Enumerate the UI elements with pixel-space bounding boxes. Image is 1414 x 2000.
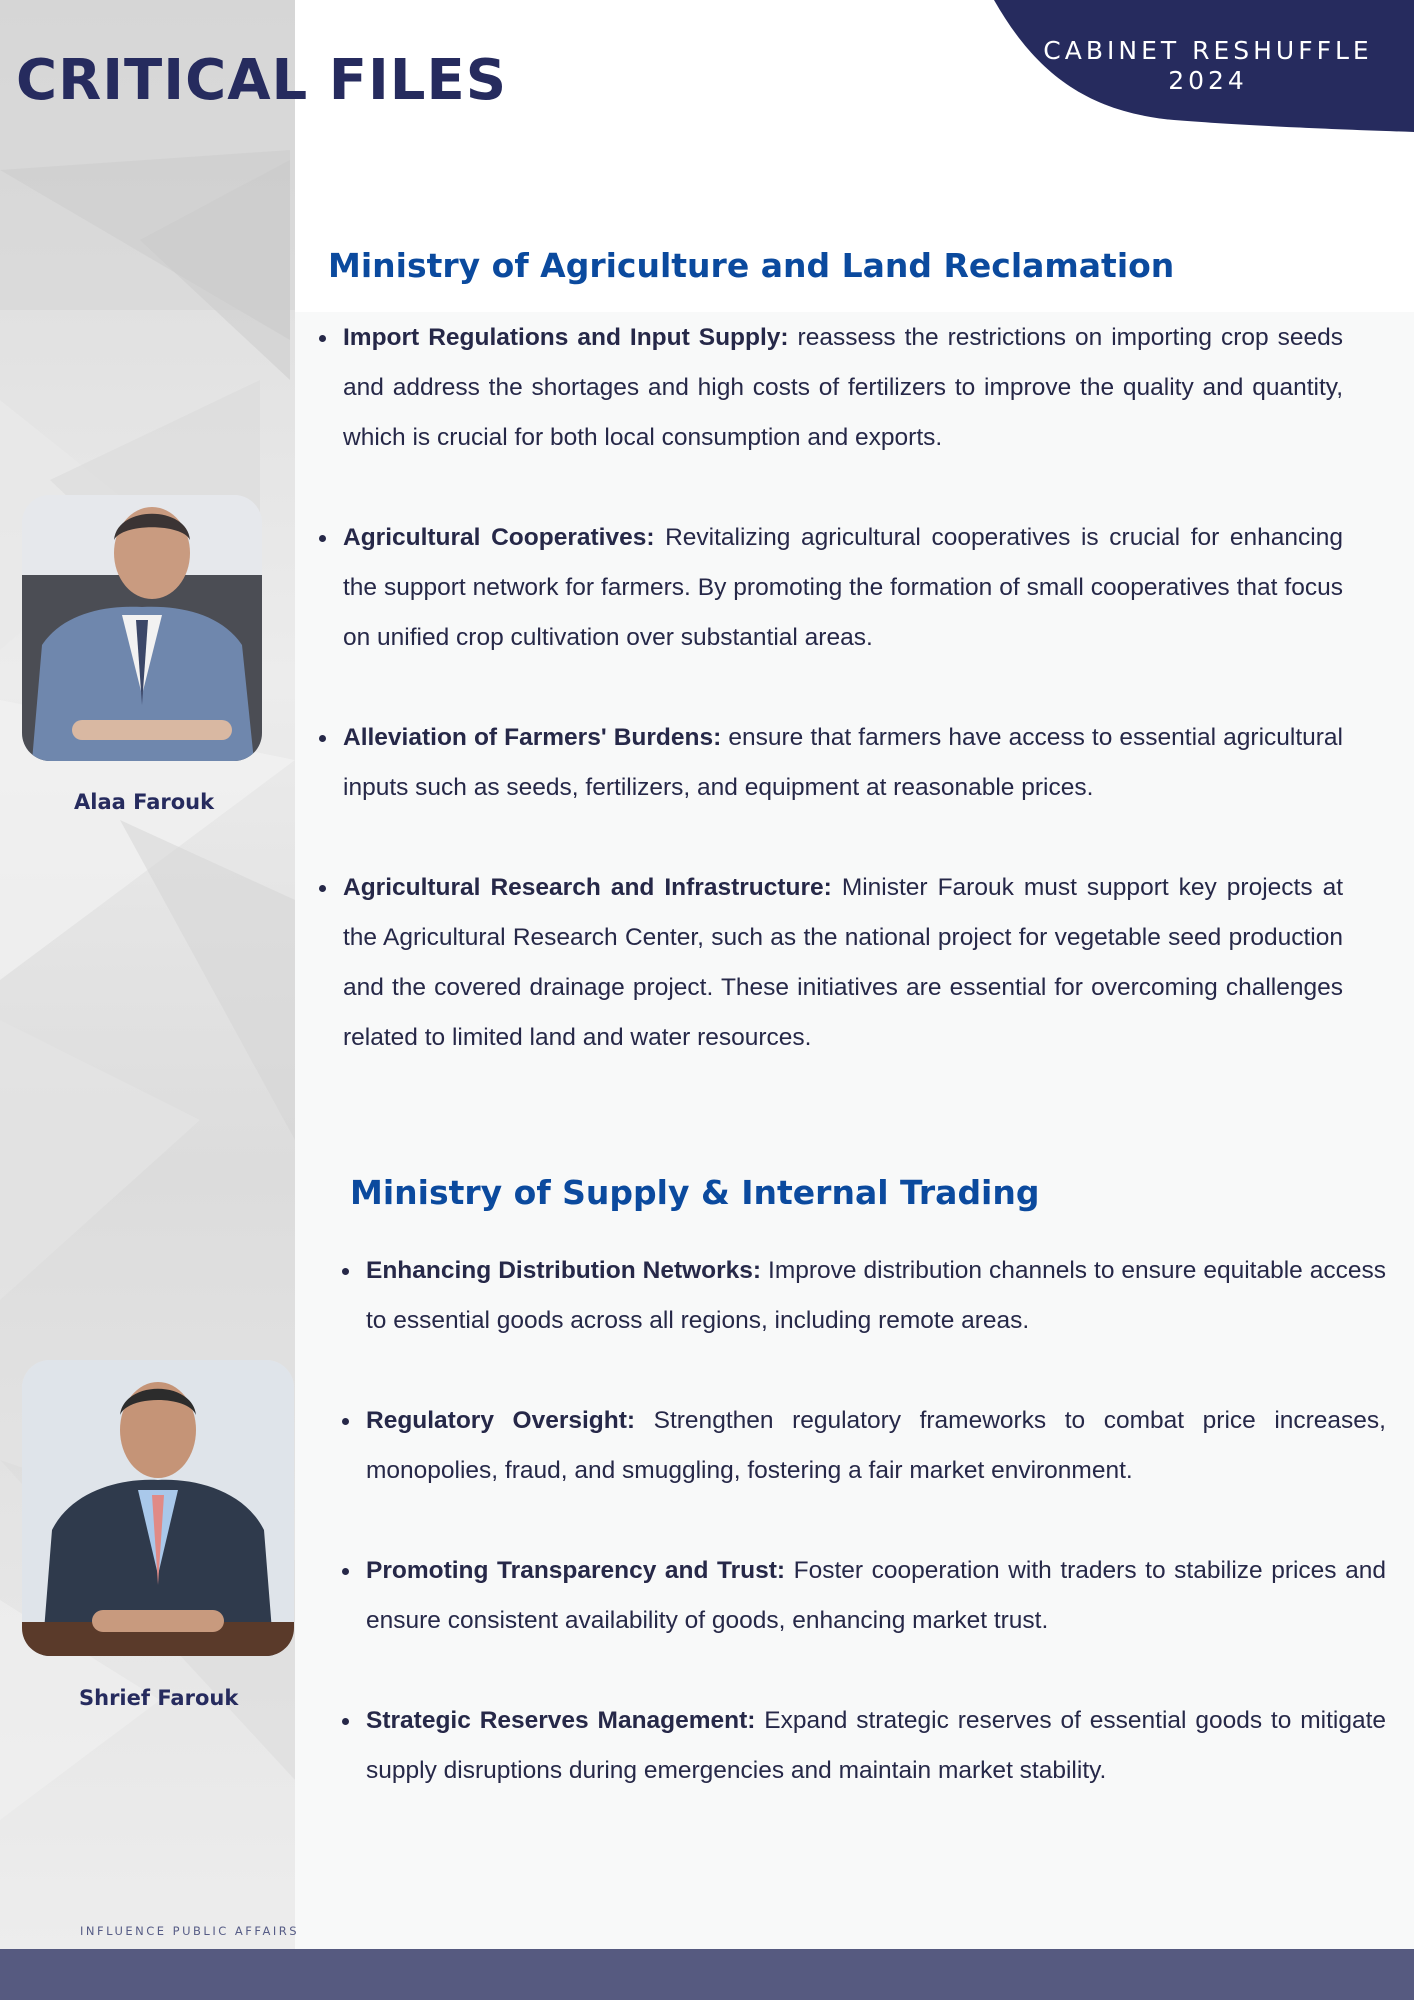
person-photo-icon bbox=[22, 1360, 294, 1656]
document-title: CRITICAL FILES bbox=[16, 48, 508, 113]
item-text: ensure that farmers have access to essential agricultural inputs such as seeds, fertilizers, and equipment at reasonable prices. bbox=[343, 724, 1343, 801]
left-geometric-panel bbox=[0, 0, 295, 1950]
supply-priorities-list bbox=[366, 1246, 1386, 1846]
section-heading-agriculture: Ministry of Agriculture and Land Reclamation bbox=[328, 246, 1175, 285]
item-title: Enhancing Distribution Networks: bbox=[366, 1257, 762, 1284]
portrait-alaa-farouk bbox=[22, 495, 262, 761]
section-heading-supply: Ministry of Supply & Internal Trading bbox=[350, 1173, 1040, 1212]
minister-name-alaa-farouk: Alaa Farouk bbox=[74, 790, 215, 814]
corner-badge-text bbox=[1028, 36, 1388, 96]
item-text: Foster cooperation with traders to stabilize prices and ensure consistent availability of goods, enhancing market trust. bbox=[366, 1557, 1386, 1634]
item-text: Expand strategic reserves of essential goods to mitigate supply disruptions during emergencies and maintain market stability. bbox=[366, 1707, 1387, 1784]
list-item bbox=[366, 1546, 1386, 1646]
list-item bbox=[366, 1396, 1386, 1496]
item-title: Regulatory Oversight: bbox=[366, 1407, 636, 1434]
item-text: reassess the restrictions on importing crop seeds and address the shortages and high costs of fertilizers to improve the quality and quantity, which is crucial for both local consumption and exports. bbox=[343, 324, 1343, 451]
item-text: Strengthen regulatory frameworks to combat price increases, monopolies, fraud, and smuggling, fostering a fair market environment. bbox=[366, 1407, 1386, 1484]
item-title: Import Regulations and Input Supply: bbox=[343, 324, 789, 351]
footer-bar bbox=[0, 1949, 1414, 2000]
agriculture-priorities-list bbox=[343, 313, 1343, 1113]
item-text: Improve distribution channels to ensure equitable access to essential goods across all regions, including remote areas. bbox=[366, 1257, 1386, 1334]
list-item bbox=[343, 863, 1343, 1063]
list-item bbox=[366, 1696, 1386, 1796]
footer-brand: INFLUENCE PUBLIC AFFAIRS bbox=[80, 1924, 299, 1938]
badge-line-2: 2024 bbox=[1168, 66, 1248, 95]
list-item bbox=[343, 513, 1343, 663]
geometric-pattern-icon bbox=[0, 0, 295, 1950]
badge-line-1: CABINET RESHUFFLE bbox=[1043, 36, 1373, 65]
person-photo-icon bbox=[22, 495, 262, 761]
list-item bbox=[343, 713, 1343, 813]
item-title: Alleviation of Farmers' Burdens: bbox=[343, 724, 722, 751]
item-title: Agricultural Research and Infrastructure: bbox=[343, 874, 832, 901]
item-title: Promoting Transparency and Trust: bbox=[366, 1557, 786, 1584]
item-title: Agricultural Cooperatives: bbox=[343, 524, 655, 551]
minister-name-shrief-farouk: Shrief Farouk bbox=[79, 1686, 239, 1710]
item-text: Revitalizing agricultural cooperatives is crucial for enhancing the support network for farmers. By promoting the formation of small cooperatives that focus on unified crop cultivation over substantial areas. bbox=[343, 524, 1343, 651]
portrait-shrief-farouk bbox=[22, 1360, 294, 1656]
item-title: Strategic Reserves Management: bbox=[366, 1707, 756, 1734]
item-text: Minister Farouk must support key projects at the Agricultural Research Center, such as the national project for vegetable seed production and the covered drainage project. These initiatives are essential for overcoming challenges related to limited land and water resources. bbox=[343, 874, 1344, 1051]
list-item bbox=[343, 313, 1343, 463]
list-item bbox=[366, 1246, 1386, 1346]
